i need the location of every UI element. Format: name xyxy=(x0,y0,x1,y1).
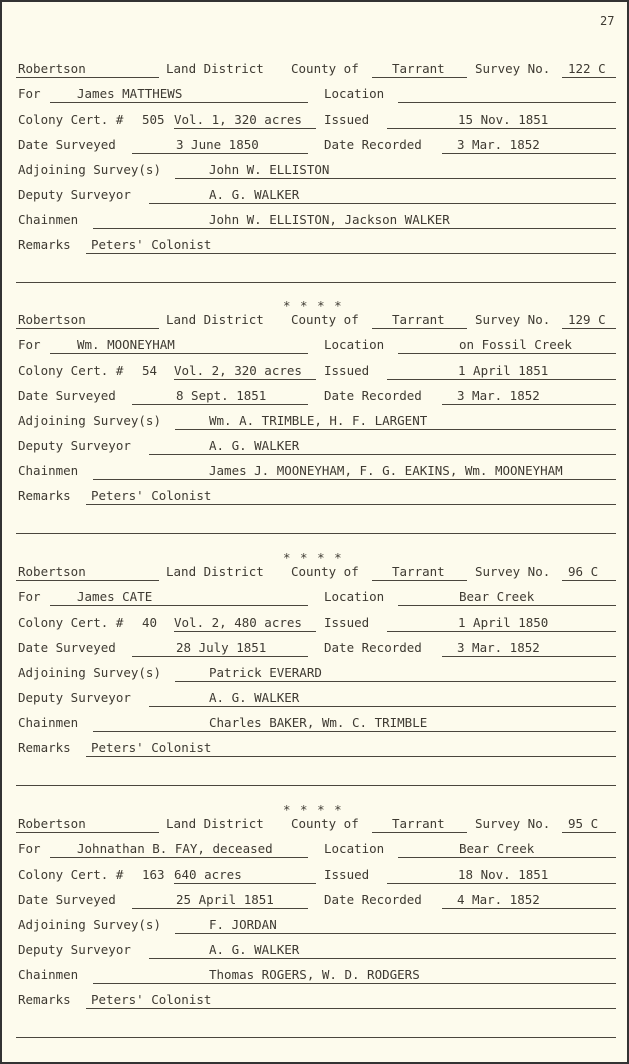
underline-rule xyxy=(50,605,308,606)
underline-rule xyxy=(174,379,316,380)
issued-label: Issued xyxy=(324,112,370,127)
underline-rule xyxy=(132,153,308,154)
underline-rule xyxy=(132,908,308,909)
underline-rule xyxy=(16,282,616,283)
deputy-label: Deputy Surveyor xyxy=(18,187,131,202)
cert-volume: 640 acres xyxy=(174,867,242,882)
underline-rule xyxy=(175,429,616,430)
grantee-name: Johnathan B. FAY, deceased xyxy=(77,841,273,856)
remarks-label: Remarks xyxy=(18,992,71,1007)
location-label: Location xyxy=(324,589,385,604)
cert-number: 505 xyxy=(142,112,165,127)
survey-no-label: Survey No. xyxy=(475,816,551,831)
cert-volume: Vol. 2, 480 acres xyxy=(174,615,302,630)
underline-rule xyxy=(50,353,308,354)
cert-number: 163 xyxy=(142,867,165,882)
surveyed-date: 3 June 1850 xyxy=(176,137,259,152)
deputy-value: A. G. WALKER xyxy=(209,438,300,453)
underline-rule xyxy=(149,203,616,204)
remarks-label: Remarks xyxy=(18,488,71,503)
colony-cert-label: Colony Cert. # xyxy=(18,615,124,630)
underline-rule xyxy=(442,656,616,657)
land-district-label: Land District xyxy=(166,564,264,579)
underline-rule xyxy=(398,353,616,354)
remarks-value: Peters' Colonist xyxy=(91,740,212,755)
land-district-label: Land District xyxy=(166,312,264,327)
remarks-label: Remarks xyxy=(18,740,71,755)
chainmen-label: Chainmen xyxy=(18,967,79,982)
underline-rule xyxy=(16,533,616,534)
chainmen-label: Chainmen xyxy=(18,463,79,478)
survey-no-value: 129 C xyxy=(568,312,606,327)
chainmen-label: Chainmen xyxy=(18,212,79,227)
deputy-value: A. G. WALKER xyxy=(209,942,300,957)
county-value: Tarrant xyxy=(392,312,445,327)
underline-rule xyxy=(372,77,467,78)
for-label: For xyxy=(18,337,41,352)
underline-rule xyxy=(16,580,159,581)
underline-rule xyxy=(442,404,616,405)
underline-rule xyxy=(132,656,308,657)
land-district-label: Land District xyxy=(166,61,264,76)
remarks-value: Peters' Colonist xyxy=(91,488,212,503)
county-label: County of xyxy=(291,564,359,579)
date-recorded-label: Date Recorded xyxy=(324,137,422,152)
record-separator: * * * * xyxy=(283,550,343,565)
underline-rule xyxy=(442,153,616,154)
location-value: Bear Creek xyxy=(459,589,535,604)
recorded-date: 3 Mar. 1852 xyxy=(457,137,540,152)
survey-no-value: 96 C xyxy=(568,564,599,579)
underline-rule xyxy=(86,504,616,505)
chainmen-value: John W. ELLISTON, Jackson WALKER xyxy=(209,212,450,227)
underline-rule xyxy=(372,832,467,833)
underline-rule xyxy=(132,404,308,405)
adjoining-label: Adjoining Survey(s) xyxy=(18,162,161,177)
issued-date: 1 April 1851 xyxy=(458,363,549,378)
underline-rule xyxy=(175,178,616,179)
for-label: For xyxy=(18,841,41,856)
deputy-label: Deputy Surveyor xyxy=(18,942,131,957)
underline-rule xyxy=(50,857,308,858)
underline-rule xyxy=(93,731,616,732)
date-surveyed-label: Date Surveyed xyxy=(18,137,116,152)
underline-rule xyxy=(16,77,159,78)
issued-label: Issued xyxy=(324,615,370,630)
underline-rule xyxy=(387,631,616,632)
for-label: For xyxy=(18,589,41,604)
for-label: For xyxy=(18,86,41,101)
cert-volume: Vol. 2, 320 acres xyxy=(174,363,302,378)
district-value: Robertson xyxy=(18,816,86,831)
underline-rule xyxy=(174,883,316,884)
page-number: 27 xyxy=(600,14,615,28)
location-label: Location xyxy=(324,337,385,352)
survey-no-label: Survey No. xyxy=(475,312,551,327)
remarks-value: Peters' Colonist xyxy=(91,237,212,252)
survey-record xyxy=(2,61,627,300)
underline-rule xyxy=(372,580,467,581)
surveyed-date: 8 Sept. 1851 xyxy=(176,388,267,403)
issued-date: 18 Nov. 1851 xyxy=(458,867,549,882)
underline-rule xyxy=(16,785,616,786)
colony-cert-label: Colony Cert. # xyxy=(18,867,124,882)
grantee-name: Wm. MOONEYHAM xyxy=(77,337,175,352)
underline-rule xyxy=(442,908,616,909)
survey-record xyxy=(2,312,627,551)
issued-date: 15 Nov. 1851 xyxy=(458,112,549,127)
recorded-date: 4 Mar. 1852 xyxy=(457,892,540,907)
issued-label: Issued xyxy=(324,363,370,378)
district-value: Robertson xyxy=(18,61,86,76)
survey-no-value: 95 C xyxy=(568,816,599,831)
deputy-value: A. G. WALKER xyxy=(209,690,300,705)
underline-rule xyxy=(174,128,316,129)
county-value: Tarrant xyxy=(392,564,445,579)
date-recorded-label: Date Recorded xyxy=(324,640,422,655)
underline-rule xyxy=(562,832,616,833)
adjoining-value: John W. ELLISTON xyxy=(209,162,330,177)
survey-no-label: Survey No. xyxy=(475,564,551,579)
underline-rule xyxy=(93,983,616,984)
location-value: on Fossil Creek xyxy=(459,337,572,352)
underline-rule xyxy=(50,102,308,103)
record-separator: * * * * xyxy=(283,802,343,817)
underline-rule xyxy=(86,253,616,254)
underline-rule xyxy=(562,77,616,78)
underline-rule xyxy=(149,706,616,707)
underline-rule xyxy=(93,228,616,229)
adjoining-value: Wm. A. TRIMBLE, H. F. LARGENT xyxy=(209,413,428,428)
issued-label: Issued xyxy=(324,867,370,882)
chainmen-value: Thomas ROGERS, W. D. RODGERS xyxy=(209,967,420,982)
cert-volume: Vol. 1, 320 acres xyxy=(174,112,302,127)
underline-rule xyxy=(387,128,616,129)
issued-date: 1 April 1850 xyxy=(458,615,549,630)
adjoining-label: Adjoining Survey(s) xyxy=(18,413,161,428)
cert-number: 40 xyxy=(142,615,158,630)
underline-rule xyxy=(149,958,616,959)
underline-rule xyxy=(387,883,616,884)
district-value: Robertson xyxy=(18,564,86,579)
county-label: County of xyxy=(291,312,359,327)
remarks-value: Peters' Colonist xyxy=(91,992,212,1007)
location-label: Location xyxy=(324,86,385,101)
county-value: Tarrant xyxy=(392,61,445,76)
underline-rule xyxy=(387,379,616,380)
record-separator: * * * * xyxy=(283,298,343,313)
underline-rule xyxy=(175,933,616,934)
location-value: Bear Creek xyxy=(459,841,535,856)
land-district-label: Land District xyxy=(166,816,264,831)
adjoining-label: Adjoining Survey(s) xyxy=(18,665,161,680)
date-recorded-label: Date Recorded xyxy=(324,892,422,907)
chainmen-value: James J. MOONEYHAM, F. G. EAKINS, Wm. MOONEYHAM xyxy=(209,463,563,478)
underline-rule xyxy=(16,1037,616,1038)
survey-no-value: 122 C xyxy=(568,61,606,76)
surveyed-date: 28 July 1851 xyxy=(176,640,267,655)
district-value: Robertson xyxy=(18,312,86,327)
underline-rule xyxy=(562,328,616,329)
underline-rule xyxy=(86,756,616,757)
county-label: County of xyxy=(291,816,359,831)
underline-rule xyxy=(149,454,616,455)
underline-rule xyxy=(93,479,616,480)
underline-rule xyxy=(562,580,616,581)
surveyed-date: 25 April 1851 xyxy=(176,892,274,907)
underline-rule xyxy=(372,328,467,329)
deputy-label: Deputy Surveyor xyxy=(18,438,131,453)
adjoining-label: Adjoining Survey(s) xyxy=(18,917,161,932)
county-label: County of xyxy=(291,61,359,76)
recorded-date: 3 Mar. 1852 xyxy=(457,388,540,403)
cert-number: 54 xyxy=(142,363,158,378)
underline-rule xyxy=(398,102,616,103)
survey-no-label: Survey No. xyxy=(475,61,551,76)
recorded-date: 3 Mar. 1852 xyxy=(457,640,540,655)
date-recorded-label: Date Recorded xyxy=(324,388,422,403)
remarks-label: Remarks xyxy=(18,237,71,252)
underline-rule xyxy=(175,681,616,682)
survey-record xyxy=(2,564,627,803)
underline-rule xyxy=(16,832,159,833)
underline-rule xyxy=(174,631,316,632)
chainmen-label: Chainmen xyxy=(18,715,79,730)
chainmen-value: Charles BAKER, Wm. C. TRIMBLE xyxy=(209,715,428,730)
grantee-name: James CATE xyxy=(77,589,153,604)
survey-record xyxy=(2,816,627,1055)
adjoining-value: F. JORDAN xyxy=(209,917,277,932)
underline-rule xyxy=(398,605,616,606)
colony-cert-label: Colony Cert. # xyxy=(18,363,124,378)
county-value: Tarrant xyxy=(392,816,445,831)
underline-rule xyxy=(398,857,616,858)
location-label: Location xyxy=(324,841,385,856)
date-surveyed-label: Date Surveyed xyxy=(18,892,116,907)
date-surveyed-label: Date Surveyed xyxy=(18,388,116,403)
date-surveyed-label: Date Surveyed xyxy=(18,640,116,655)
colony-cert-label: Colony Cert. # xyxy=(18,112,124,127)
deputy-value: A. G. WALKER xyxy=(209,187,300,202)
deputy-label: Deputy Surveyor xyxy=(18,690,131,705)
underline-rule xyxy=(86,1008,616,1009)
grantee-name: James MATTHEWS xyxy=(77,86,183,101)
adjoining-value: Patrick EVERARD xyxy=(209,665,322,680)
underline-rule xyxy=(16,328,159,329)
